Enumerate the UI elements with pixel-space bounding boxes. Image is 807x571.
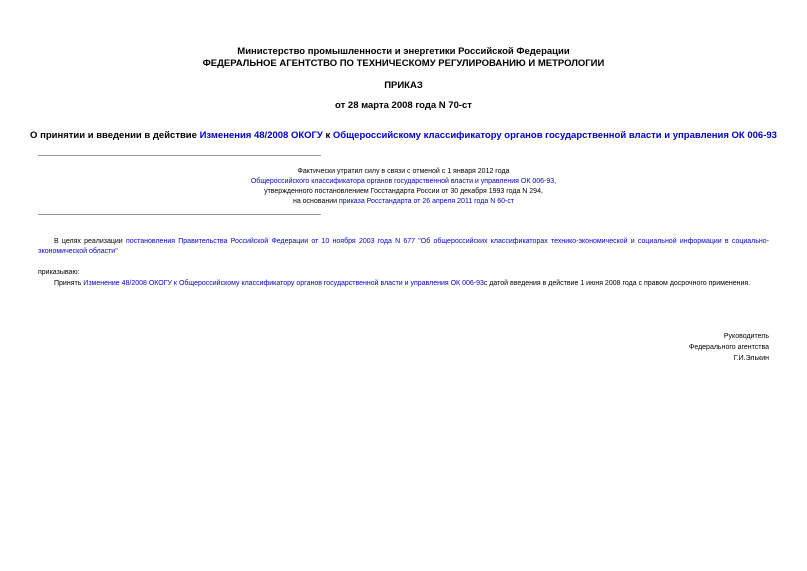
status-line-2-suffix: , bbox=[554, 178, 557, 185]
status-link-classifier[interactable]: Общероссийского классификатора органов государственной власти и управления ОК 006-93 bbox=[250, 178, 555, 185]
order-title: ПРИКАЗ bbox=[384, 80, 423, 91]
order-date: от 28 марта 2008 года N 70-ст bbox=[335, 100, 472, 111]
subject-prefix: О принятии и введении в действие bbox=[30, 130, 200, 141]
preamble-prefix: В целях реализации bbox=[54, 238, 126, 245]
ministry-name: Министерство промышленности и энергетики Российской Федерации bbox=[237, 46, 570, 57]
paragraph-decision bbox=[38, 279, 769, 289]
subject-link-classifier[interactable]: Общероссийскому классификатору органов государственной власти и управления ОК 006-93 bbox=[332, 130, 777, 141]
decision-link-amendment[interactable]: Изменение 48/2008 ОКОГУ к Общероссийскому классификатору органов государственной власти и управления ОК 006-93 bbox=[83, 280, 484, 287]
signature-organization: Федерального агентства bbox=[689, 344, 769, 351]
subject-link-amendment[interactable]: Изменения 48/2008 ОКОГУ bbox=[199, 130, 323, 141]
status-line-4 bbox=[0, 197, 807, 207]
subject-middle: к bbox=[322, 130, 333, 141]
divider-top bbox=[38, 155, 321, 156]
status-note bbox=[0, 167, 807, 207]
preamble-link-resolution[interactable]: постановления Правительства Российской Федерации от 10 ноября 2003 года N 677 "Об общероссийских классификаторах технико-экономической и социальной информации в социально-экономической области" bbox=[38, 238, 769, 255]
decision-prefix: Принять bbox=[54, 280, 84, 287]
status-line-3: утвержденного постановлением Госстандарта России от 30 декабря 1993 года N 294, bbox=[264, 188, 543, 195]
status-line-1: Фактически утратил силу в связи с отменой с 1 января 2012 года bbox=[297, 168, 510, 175]
agency-name: ФЕДЕРАЛЬНОЕ АГЕНТСТВО ПО ТЕХНИЧЕСКОМУ РЕГУЛИРОВАНИЮ И МЕТРОЛОГИИ bbox=[202, 58, 605, 69]
signature-position: Руководитель bbox=[723, 333, 769, 340]
signature-block bbox=[689, 331, 769, 364]
status-line-4-prefix: на основании bbox=[292, 198, 339, 205]
paragraph-preamble bbox=[38, 237, 769, 257]
document-header bbox=[0, 46, 807, 70]
signature-name: Г.И.Элькин bbox=[733, 355, 769, 362]
status-link-order[interactable]: приказа Росстандарта от 26 апреля 2011 года N 60-ст bbox=[338, 198, 515, 205]
order-subject bbox=[0, 130, 807, 141]
decision-suffix: с датой введения в действие 1 июня 2008 года с правом досрочного применения. bbox=[483, 280, 751, 287]
status-line-2 bbox=[0, 177, 807, 187]
paragraph-order-word: приказываю: bbox=[38, 269, 80, 276]
divider-bottom bbox=[38, 214, 321, 215]
